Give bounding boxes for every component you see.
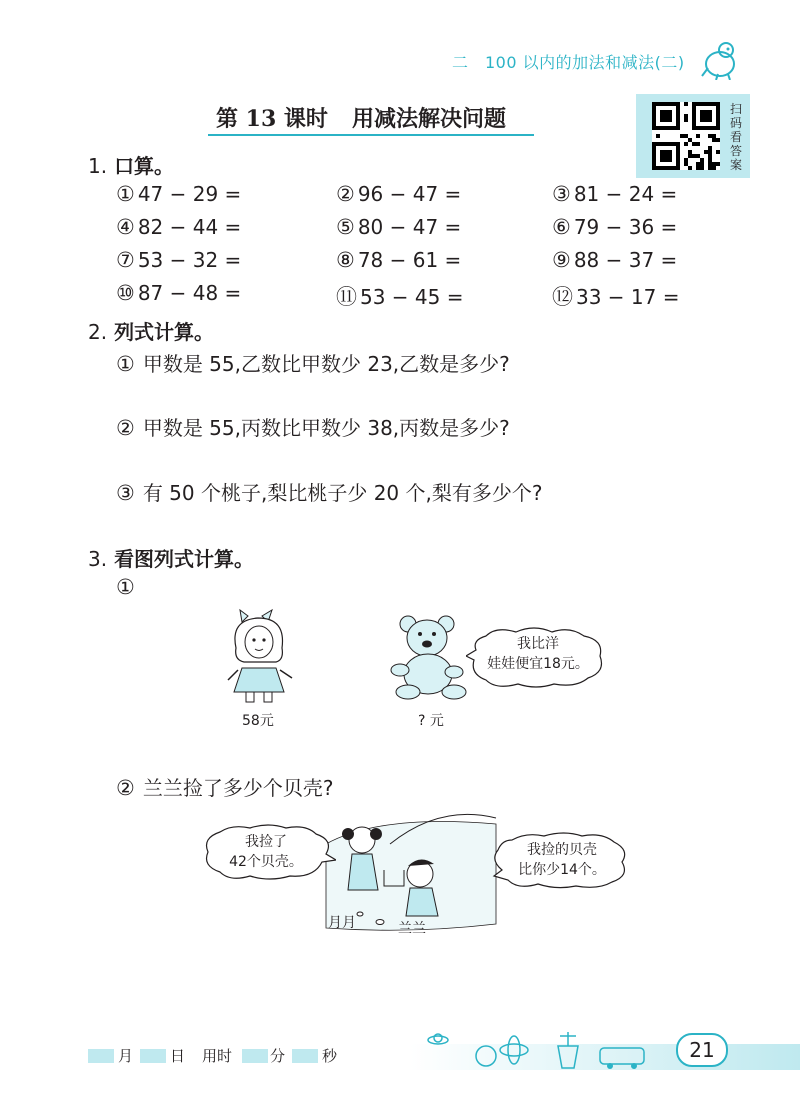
calc-item: [336, 281, 464, 311]
calc-expression: 47 − 29 =: [137, 182, 242, 206]
calc-expression: 53 − 45 =: [360, 285, 464, 309]
chapter-header: 二 100 以内的加法和减法(二): [452, 53, 685, 72]
qr-label-char: 扫: [729, 102, 742, 116]
teddy-bear-illustration: [388, 612, 472, 702]
calc-expression: 81 − 24 =: [573, 182, 678, 206]
section1-number: 1.: [88, 154, 108, 178]
page-number: 21: [676, 1033, 728, 1067]
bear-bubble-text: [480, 634, 596, 674]
item-number: ⑫: [552, 285, 573, 309]
bubble-line: 42个贝壳。: [229, 854, 303, 870]
item-number: ②: [116, 416, 135, 440]
item-number: ⑥: [552, 215, 571, 239]
science-icons: [424, 1028, 654, 1070]
calc-expression: 80 − 47 =: [357, 215, 462, 239]
lanlan-bubble-text: [500, 840, 624, 880]
doll-price: 58元: [242, 713, 274, 729]
calc-item: [552, 215, 677, 239]
minutes-label: 分: [270, 1047, 286, 1065]
minutes-blank[interactable]: [242, 1049, 268, 1063]
section1-title: 口算。: [114, 154, 175, 178]
name-lanlan: 兰兰: [398, 921, 426, 937]
day-blank[interactable]: [140, 1049, 166, 1063]
calc-expression: 33 − 17 =: [576, 285, 680, 309]
calc-expression: 88 − 37 =: [573, 248, 678, 272]
item-number: ②: [116, 776, 135, 800]
problem-text: 有 50 个桃子,梨比桃子少 20 个,梨有多少个?: [142, 481, 543, 505]
item-number: ①: [116, 575, 135, 599]
month-blank[interactable]: [88, 1049, 114, 1063]
item-number: ⑦: [116, 248, 135, 272]
qr-label: [726, 102, 746, 172]
part1-number: [116, 575, 143, 599]
item-number: ②: [336, 182, 355, 206]
doll-illustration: [222, 608, 298, 708]
problem-text: 甲数是 55,丙数比甲数少 38,丙数是多少?: [142, 416, 510, 440]
calc-item: [336, 248, 461, 272]
section3-heading: [88, 543, 254, 572]
page-title: [216, 102, 506, 133]
item-number: ⑨: [552, 248, 571, 272]
section3-title: 看图列式计算。: [114, 547, 255, 571]
bear-price: ? 元: [418, 713, 444, 729]
section3-number: 3.: [88, 547, 108, 571]
section2-heading: [88, 316, 214, 345]
lesson-number: 第 13 课时: [216, 106, 328, 132]
time-used-label: 用时: [202, 1047, 233, 1065]
calc-expression: 79 − 36 =: [573, 215, 678, 239]
calc-item: [116, 215, 241, 239]
seconds-label: 秒: [322, 1047, 338, 1065]
item-number: ⑪: [336, 285, 357, 309]
section2-number: 2.: [88, 320, 108, 344]
item-number: ①: [116, 352, 135, 376]
calc-expression: 78 − 61 =: [357, 248, 462, 272]
qr-label-char: 案: [729, 158, 742, 172]
calc-item: [336, 215, 461, 239]
name-yueyue: 月月: [328, 915, 356, 931]
item-number: ③: [116, 481, 135, 505]
bubble-line: 我捡的贝壳: [527, 842, 597, 858]
calc-expression: 53 − 32 =: [137, 248, 242, 272]
seconds-blank[interactable]: [292, 1049, 318, 1063]
calc-item: [552, 182, 677, 206]
bubble-line: 比你少14个。: [518, 862, 606, 878]
title-underline: [208, 134, 534, 136]
word-problem: [116, 477, 543, 506]
qr-label-char: 码: [729, 116, 742, 130]
calc-expression: 96 − 47 =: [357, 182, 462, 206]
item-number: ⑧: [336, 248, 355, 272]
lesson-topic: 用减法解决问题: [351, 106, 506, 132]
qr-label-char: 看: [729, 130, 742, 144]
qr-code-icon[interactable]: [652, 102, 720, 170]
item-number: ⑤: [336, 215, 355, 239]
item-number: ⑩: [116, 281, 135, 305]
calc-item: [552, 248, 677, 272]
calc-item: [116, 248, 241, 272]
item-number: ①: [116, 182, 135, 206]
bubble-line: 我捡了: [245, 834, 287, 850]
problem-text: 甲数是 55,乙数比甲数少 23,乙数是多少?: [142, 352, 510, 376]
calc-item: [116, 182, 241, 206]
item-number: ④: [116, 215, 135, 239]
yueyue-bubble-text: [214, 832, 318, 872]
section1-heading: [88, 150, 174, 179]
calc-item: [552, 281, 680, 311]
qr-label-char: 答: [729, 144, 742, 158]
calc-item: [116, 281, 241, 305]
item-number: ③: [552, 182, 571, 206]
month-label: 月: [118, 1047, 134, 1065]
section2-title: 列式计算。: [114, 320, 215, 344]
calc-item: [336, 182, 461, 206]
word-problem: [116, 772, 333, 801]
word-problem: [116, 412, 510, 441]
bubble-line: 我比洋: [517, 636, 559, 652]
problem-text: 兰兰捡了多少个贝壳?: [142, 776, 334, 800]
day-label: 日: [170, 1047, 186, 1065]
mascot-icon: [698, 38, 742, 80]
word-problem: [116, 348, 510, 377]
calc-expression: 87 − 48 =: [137, 281, 242, 305]
bubble-line: 娃娃便宜18元。: [487, 656, 589, 672]
calc-expression: 82 − 44 =: [137, 215, 242, 239]
